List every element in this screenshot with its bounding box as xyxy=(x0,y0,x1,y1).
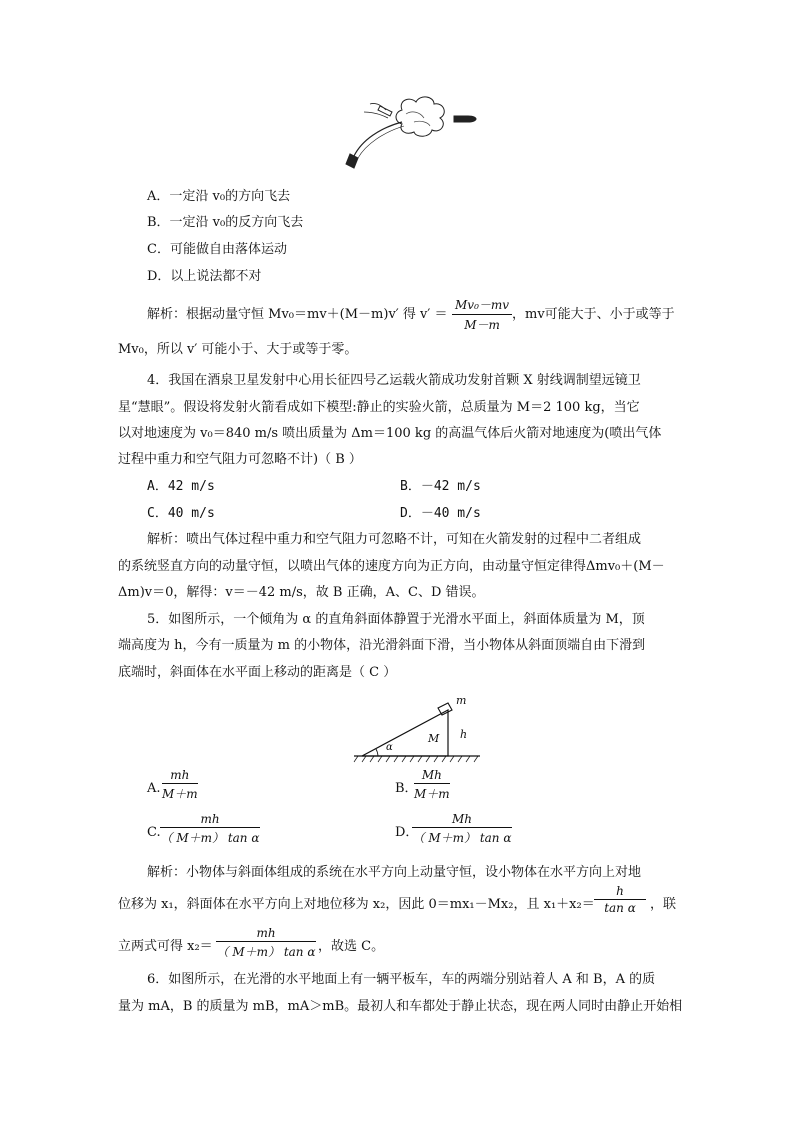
q5-option-d-label: D． xyxy=(395,825,419,840)
incline-label-big-m: M xyxy=(428,732,440,745)
q5-option-d-fraction xyxy=(412,812,512,846)
q5-analysis-line3b: ，故选 C。 xyxy=(318,939,385,954)
q5-option-c-label: C. xyxy=(147,825,161,840)
q4-option-b: B．－42 m/s xyxy=(400,479,481,494)
q5-option-a-fraction xyxy=(162,768,198,802)
q5-analysis-fraction-2 xyxy=(216,926,316,960)
q5-option-a-label: A. xyxy=(147,781,161,796)
rocket-explosion-figure xyxy=(340,92,480,172)
incline-label-h: h xyxy=(460,728,468,741)
q3-fraction-numerator: Mv₀－mv xyxy=(452,296,512,315)
q5-option-b-label: B． xyxy=(395,781,418,796)
q3-fraction-denominator: M－m xyxy=(464,318,500,332)
q5-analysis-fraction-1-numerator: h xyxy=(594,884,646,900)
q4-analysis-line1: 解析：喷出气体过程中重力和空气阻力可忽略不计，可知在火箭发射的过程中二者组成 xyxy=(147,532,642,547)
q4-stem-line4: 过程中重力和空气阻力可忽略不计)（ B ） xyxy=(118,452,362,467)
q5-option-b-numerator: Mh xyxy=(414,768,450,784)
q4-analysis-line2: 的系统竖直方向的动量守恒，以喷出气体的速度方向为正方向，由动量守恒定律得Δmv₀＋(M－ xyxy=(118,559,665,574)
q3-option-a: A．一定沿 v₀的方向飞去 xyxy=(147,189,291,204)
q4-stem-line3: 以对地速度为 v₀＝840 m/s 喷出质量为 Δm＝100 kg 的高温气体后火箭对地速度为(喷出气体 xyxy=(118,426,662,441)
q5-option-a-numerator: mh xyxy=(162,768,198,784)
q6-stem-line1: 6．如图所示，在光滑的水平地面上有一辆平板车，车的两端分别站着人 A 和 B，A 的质 xyxy=(147,972,656,987)
q3-analysis-part3: Mv₀，所以 v′ 可能小于、大于或等于零。 xyxy=(118,342,358,357)
q5-option-c-fraction xyxy=(160,812,260,846)
q5-analysis-fraction-2-denominator: （ M＋m） tan α xyxy=(216,945,316,959)
incline-label-m: m xyxy=(456,694,467,707)
q5-option-a-denominator: M＋m xyxy=(162,787,198,801)
incline-figure xyxy=(350,692,490,766)
q5-analysis-line1: 解析：小物体与斜面体组成的系统在水平方向上动量守恒，设小物体在水平方向上对地 xyxy=(147,865,642,880)
q3-option-b: B．一定沿 v₀的反方向飞去 xyxy=(147,215,304,230)
q5-stem-line2: 端高度为 h，今有一质量为 m 的小物体，沿光滑斜面下滑，当小物体从斜面顶端自由下滑到 xyxy=(118,638,646,653)
q6-stem-line2: 量为 mA，B 的质量为 mB，mA＞mB。最初人和车都处于静止状态，现在两人同时由静止开始相 xyxy=(118,999,683,1014)
q3-option-d: D．以上说法都不对 xyxy=(147,269,262,284)
q5-stem-line3: 底端时，斜面体在水平面上移动的距离是（ C ） xyxy=(118,665,397,680)
q5-analysis-line2a: 位移为 x₁，斜面体在水平方向上对地位移为 x₂，因此 0＝mx₁－Mx₂，且 x₁＋x₂＝ xyxy=(118,897,595,912)
q4-option-d: D．－40 m/s xyxy=(400,506,481,521)
q4-stem-line1: 4．我国在酒泉卫星发射中心用长征四号乙运载火箭成功发射首颗 X 射线调制望远镜卫 xyxy=(147,373,641,388)
q5-option-c-denominator: （ M＋m） tan α xyxy=(160,831,260,845)
q5-analysis-line3a: 立两式可得 x₂＝ xyxy=(118,939,213,954)
q3-analysis-part1: 解析：根据动量守恒 Mv₀＝mv＋(M－m)v′ 得 v′ ＝ xyxy=(147,307,448,322)
q5-stem-line1: 5．如图所示，一个倾角为 α 的直角斜面体静置于光滑水平面上，斜面体质量为 M，顶 xyxy=(147,612,645,627)
q5-analysis-fraction-2-numerator: mh xyxy=(216,926,316,942)
q5-analysis-line2b: ，联 xyxy=(650,897,677,912)
q3-analysis-part2: ，mv可能大于、小于或等于 xyxy=(512,307,675,322)
q4-stem-line2: 星“慧眼”。假设将发射火箭看成如下模型:静止的实验火箭，总质量为 M＝2 100 kg，当它 xyxy=(118,400,640,415)
q5-option-b-fraction xyxy=(414,768,450,802)
q5-option-d-numerator: Mh xyxy=(412,812,512,828)
q5-analysis-fraction-1 xyxy=(594,884,646,915)
q4-analysis-line3: Δm)v＝0，解得：v＝－42 m/s，故 B 正确，A、C、D 错误。 xyxy=(118,585,485,600)
q3-analysis-fraction xyxy=(452,296,512,333)
q5-option-c-numerator: mh xyxy=(160,812,260,828)
q5-analysis-fraction-1-denominator: tan α xyxy=(604,901,636,915)
q3-option-c: C．可能做自由落体运动 xyxy=(147,242,287,257)
q4-option-a: A．42 m/s xyxy=(147,479,215,494)
incline-label-alpha: α xyxy=(386,742,393,753)
q5-option-b-denominator: M＋m xyxy=(414,787,450,801)
q4-option-c: C．40 m/s xyxy=(147,506,215,521)
q5-option-d-denominator: （ M＋m） tan α xyxy=(412,831,512,845)
